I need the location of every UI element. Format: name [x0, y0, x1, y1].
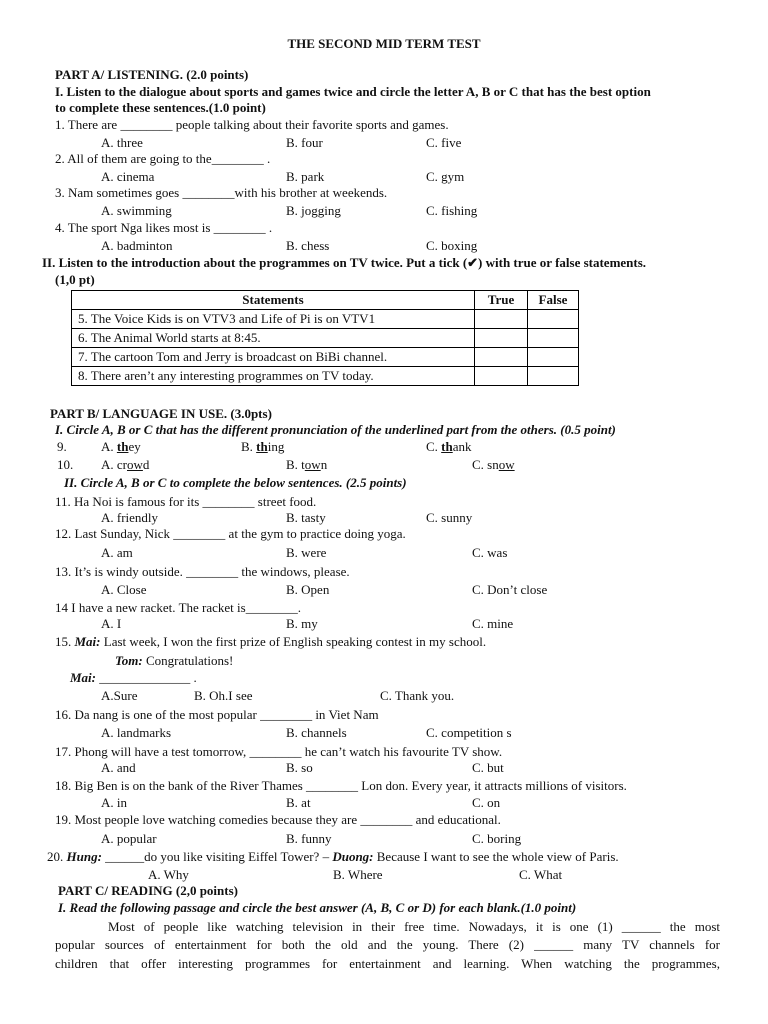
q15-tom-reply: [115, 653, 233, 669]
q20-option-b[interactable]: B. Where: [333, 867, 383, 882]
q18-option-a[interactable]: A. in: [101, 795, 127, 810]
statement-5-false-cell[interactable]: [528, 310, 579, 329]
q17-option-b[interactable]: B. so: [286, 760, 313, 775]
q15-number: 15.: [55, 634, 75, 649]
q3-option-a[interactable]: A. swimming: [101, 203, 172, 218]
q15-option-a[interactable]: A.Sure: [101, 688, 138, 703]
statement-5: 5. The Voice Kids is on VTV3 and Life of Pi is on VTV1: [72, 310, 475, 329]
q2-option-c[interactable]: C. gym: [426, 169, 465, 184]
q18-option-b[interactable]: B. at: [286, 795, 311, 810]
q15-speaker-mai-2: Mai:: [70, 670, 96, 685]
q19-option-c[interactable]: C. boring: [472, 831, 522, 846]
question-12: 12. Last Sunday, Nick ________ at the gym to practice doing yoga.: [55, 526, 406, 541]
question-20: [47, 849, 619, 865]
part-a-sec1-instruction: I. Listen to the dialogue about sports and games twice and circle the letter A, B or C that has the best option: [55, 84, 651, 99]
statement-7-false-cell[interactable]: [528, 348, 579, 367]
passage-line-3: children that offer interesting programmes for entertainment and learning. When watching the programmes,: [55, 956, 720, 971]
q11-option-a[interactable]: A. friendly: [101, 510, 159, 525]
q9-b-prefix: B.: [241, 439, 257, 454]
part-a-sec2-points: (1,0 pt): [55, 272, 95, 287]
q17-option-c[interactable]: C. but: [472, 760, 504, 775]
q20-hung-line: ______do you like visiting Eiffel Tower? –: [101, 849, 333, 864]
q14-option-c[interactable]: C. mine: [472, 616, 514, 631]
question-3: 3. Nam sometimes goes ________with his brother at weekends.: [55, 185, 388, 200]
question-4: 4. The sport Nga likes most is ________ .: [55, 220, 273, 235]
table-row: [72, 329, 579, 348]
q19-option-b[interactable]: B. funny: [286, 831, 332, 846]
statement-7-true-cell[interactable]: [475, 348, 528, 367]
question-17: 17. Phong will have a test tomorrow, ________ he can’t watch his favourite TV show.: [55, 744, 503, 759]
q10-c-prefix: C. sn: [472, 457, 499, 472]
question-16: 16. Da nang is one of the most popular ________ in Viet Nam: [55, 707, 379, 722]
question-15: [55, 634, 486, 650]
statement-6-false-cell[interactable]: [528, 329, 579, 348]
part-b-heading: PART B/ LANGUAGE IN USE. (3.0pts): [50, 406, 272, 421]
q15-option-b[interactable]: B. Oh.I see: [194, 688, 253, 703]
q9-c-suffix: ank: [452, 439, 472, 454]
q9-option-c[interactable]: [426, 439, 472, 455]
q20-speaker-duong: Duong:: [332, 849, 374, 864]
q12-option-c[interactable]: C. was: [472, 545, 508, 560]
table-header-statements: Statements: [72, 291, 475, 310]
q20-option-a[interactable]: A. Why: [148, 867, 189, 882]
question-11: 11. Ha Noi is famous for its ________ street food.: [55, 494, 317, 509]
passage-line-1: Most of people like watching television in their free time. Nowadays, it is one (1) ______ the most: [108, 919, 720, 934]
q20-duong-line: Because I want to see the whole view of Paris.: [373, 849, 619, 864]
q3-option-b[interactable]: B. jogging: [286, 203, 341, 218]
q4-option-a[interactable]: A. badminton: [101, 238, 173, 253]
question-13: 13. It’s is windy outside. ________ the windows, please.: [55, 564, 350, 579]
q1-option-b[interactable]: B. four: [286, 135, 323, 150]
q10-c-underline: ow: [498, 457, 515, 472]
q11-option-c[interactable]: C. sunny: [426, 510, 473, 525]
statement-8-true-cell[interactable]: [475, 367, 528, 386]
q4-option-c[interactable]: C. boxing: [426, 238, 478, 253]
q9-b-suffix: ing: [267, 439, 285, 454]
q15-option-c[interactable]: C. Thank you.: [380, 688, 455, 703]
q9-a-prefix: A.: [101, 439, 117, 454]
q17-option-a[interactable]: A. and: [101, 760, 136, 775]
q1-option-c[interactable]: C. five: [426, 135, 462, 150]
q15-mai-reply: [70, 670, 197, 686]
q3-option-c[interactable]: C. fishing: [426, 203, 478, 218]
statement-7: 7. The cartoon Tom and Jerry is broadcast on BiBi channel.: [72, 348, 475, 367]
q9-a-underline: th: [116, 439, 129, 454]
q14-option-a[interactable]: A. I: [101, 616, 122, 631]
q15-tom-line: Congratulations!: [142, 653, 234, 668]
q2-option-a[interactable]: A. cinema: [101, 169, 155, 184]
q14-option-b[interactable]: B. my: [286, 616, 318, 631]
q15-speaker-mai: Mai:: [74, 634, 101, 649]
q12-option-a[interactable]: A. am: [101, 545, 133, 560]
q20-number: 20.: [47, 849, 67, 864]
part-c-sec1-instruction: I. Read the following passage and circle the best answer (A, B, C or D) for each blank.(1.0 point): [58, 900, 577, 915]
q10-b-prefix: B. t: [286, 457, 305, 472]
part-c-heading: PART C/ READING (2,0 points): [58, 883, 238, 898]
true-false-table: [71, 290, 579, 386]
q13-option-c[interactable]: C. Don’t close: [472, 582, 548, 597]
q2-option-b[interactable]: B. park: [286, 169, 325, 184]
q9-c-underline: th: [441, 439, 453, 454]
q9-a-suffix: ey: [128, 439, 141, 454]
q10-b-suffix: n: [320, 457, 328, 472]
q1-option-a[interactable]: A. three: [101, 135, 143, 150]
q18-option-c[interactable]: C. on: [472, 795, 501, 810]
question-1: 1. There are ________ people talking about their favorite sports and games.: [55, 117, 449, 132]
table-header-true: True: [475, 291, 528, 310]
q10-a-underline: ow: [127, 457, 143, 472]
q16-option-a[interactable]: A. landmarks: [101, 725, 172, 740]
part-a-sec1-instruction-cont: to complete these sentences.(1.0 point): [55, 100, 266, 115]
q11-option-b[interactable]: B. tasty: [286, 510, 326, 525]
q10-a-suffix: d: [142, 457, 150, 472]
part-a-sec2-instruction: II. Listen to the introduction about the programmes on TV twice. Put a tick (✔) with true or false statements.: [42, 255, 647, 270]
part-a-heading: PART A/ LISTENING. (2.0 points): [55, 67, 249, 82]
q16-option-c[interactable]: C. competition s: [426, 725, 512, 740]
statement-6: 6. The Animal World starts at 8:45.: [72, 329, 475, 348]
passage-line-2: popular sources of entertainment for both the old and the young. There (2) ______ many TV channels for: [55, 937, 720, 952]
part-b-sec2-instruction: II. Circle A, B or C to complete the below sentences. (2.5 points): [64, 475, 407, 490]
page-title: THE SECOND MID TERM TEST: [287, 36, 481, 51]
question-10-number: 10.: [57, 457, 74, 472]
q10-option-c[interactable]: [472, 457, 515, 473]
question-2: 2. All of them are going to the________ .: [55, 151, 271, 166]
question-18: 18. Big Ben is on the bank of the River Thames ________ Lon don. Every year, it attracts millions of visitors.: [55, 778, 627, 793]
statement-5-true-cell[interactable]: [475, 310, 528, 329]
q15-speaker-tom: Tom:: [115, 653, 143, 668]
q9-option-a[interactable]: [101, 439, 141, 455]
q10-option-a[interactable]: [101, 457, 149, 473]
question-14: 14 I have a new racket. The racket is________.: [55, 600, 301, 615]
q4-option-b[interactable]: B. chess: [286, 238, 330, 253]
part-b-sec1-instruction: I. Circle A, B or C that has the different pronunciation of the underlined part from the others. (0.5 point): [55, 422, 616, 437]
q19-option-a[interactable]: A. popular: [101, 831, 157, 846]
table-row: [72, 367, 579, 386]
table-row: [72, 310, 579, 329]
q10-a-prefix: A. cr: [101, 457, 127, 472]
statement-8-false-cell[interactable]: [528, 367, 579, 386]
q10-option-b[interactable]: [286, 457, 327, 473]
q16-option-b[interactable]: B. channels: [286, 725, 347, 740]
q15-mai-line: Last week, I won the first prize of English speaking contest in my school.: [100, 634, 487, 649]
q12-option-b[interactable]: B. were: [286, 545, 327, 560]
table-header-false: False: [528, 291, 579, 310]
q13-option-b[interactable]: B. Open: [286, 582, 330, 597]
table-row: [72, 348, 579, 367]
q10-b-underline: ow: [304, 457, 321, 472]
q20-speaker-hung: Hung:: [66, 849, 102, 864]
q9-c-prefix: C.: [426, 439, 442, 454]
q15-mai-blank: ______________ .: [96, 670, 197, 685]
statement-6-true-cell[interactable]: [475, 329, 528, 348]
statement-8: 8. There aren’t any interesting programmes on TV today.: [72, 367, 475, 386]
q20-option-c[interactable]: C. What: [519, 867, 563, 882]
q9-b-underline: th: [256, 439, 268, 454]
question-19: 19. Most people love watching comedies because they are ________ and educational.: [55, 812, 501, 827]
question-9-number: 9.: [57, 439, 67, 454]
q13-option-a[interactable]: A. Close: [101, 582, 147, 597]
q9-option-b[interactable]: [241, 439, 284, 455]
